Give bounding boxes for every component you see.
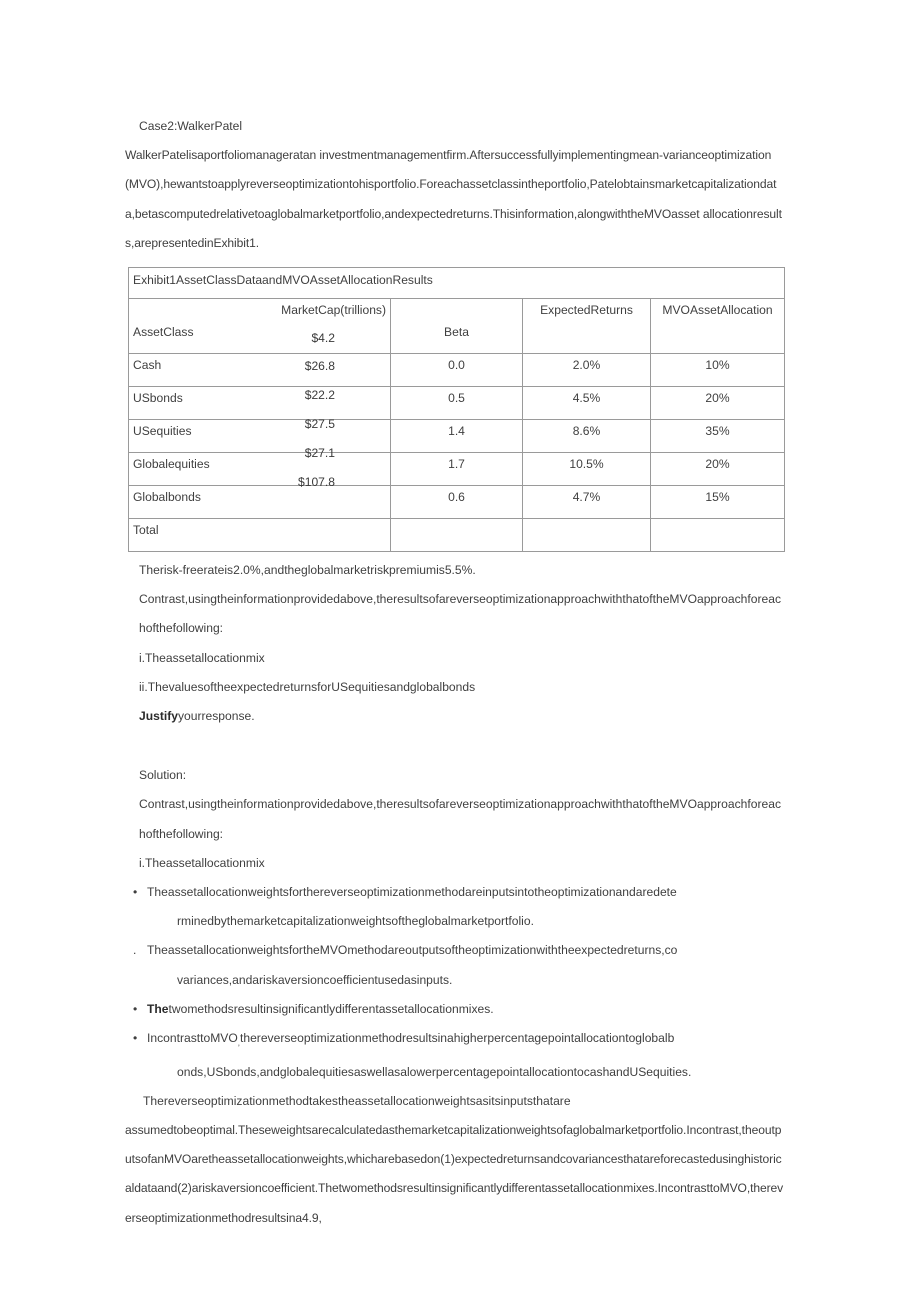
solution-label: Solution: bbox=[139, 768, 187, 783]
cell-mvo-allocation bbox=[651, 519, 785, 552]
cell-asset-class: Cash bbox=[129, 354, 391, 387]
header-asset-class: AssetClass bbox=[133, 325, 194, 340]
closing-paragraph: assumedtobeoptimal.Theseweightsarecalculatedasthemarketcapitalizationweightsofaglobalmarketportfolio.Incontrast,theoutputsofanMVOaretheassetallocationweights,whicharebasedon(1)expectedreturnsandcovariancesthatareforecastedusinghistoricaldataand(2)ariskaversioncoefficient.Thetwomethodsresultinsignificantlydifferentassetallocationmixes.IncontrasttoMVO,thereverseoptimizationmethodresultsina4.9, bbox=[125, 1123, 784, 1225]
table-row bbox=[129, 420, 785, 453]
table-row bbox=[129, 486, 785, 519]
exhibit-table-wrap bbox=[128, 267, 784, 552]
prompt-item-ii: ii.ThevaluesoftheexpectedreturnsforUSequitiesandglobalbonds bbox=[139, 679, 476, 694]
section-gap bbox=[125, 731, 785, 761]
cell-market-cap: $4.2 bbox=[311, 331, 335, 346]
cell-mvo-allocation: 15% bbox=[651, 486, 785, 519]
table-row bbox=[129, 453, 785, 486]
prompt-item-i: i.Theassetallocationmix bbox=[139, 650, 265, 665]
bullet-line-2: variances,andariskaversioncoefficientusedasinputs. bbox=[177, 972, 453, 987]
cell-beta: 1.4 bbox=[391, 420, 523, 453]
cell-expected-return: 10.5% bbox=[523, 453, 651, 486]
list-item bbox=[125, 936, 785, 994]
exhibit-table bbox=[128, 267, 785, 552]
cell-market-cap: $107.8 bbox=[298, 475, 335, 490]
prompt-paragraph: Contrast,usingtheinformationprovidedabove,theresultsofareverseoptimizationapproachwiththatoftheMVOapproachforeachofthefollowing: bbox=[139, 592, 782, 636]
cell-expected-return: 2.0% bbox=[523, 354, 651, 387]
table-row bbox=[129, 387, 785, 420]
bullet-marker-icon: • bbox=[133, 1001, 138, 1016]
header-market-cap: MarketCap(trillions) bbox=[281, 303, 386, 318]
case-title: Case2:WalkerPatel bbox=[139, 119, 243, 133]
bullet-subscript-comma: , bbox=[237, 1038, 240, 1048]
bullet-marker-icon: • bbox=[133, 1031, 138, 1046]
cell-market-cap: $27.5 bbox=[304, 417, 335, 432]
bullet-line-1 bbox=[147, 995, 785, 1024]
header-mvo-allocation: MVOAssetAllocation bbox=[662, 303, 773, 318]
bullet-text-b: thereverseoptimizationmethodresultsinahigherpercentagepointallocationtoglobalb bbox=[239, 1031, 675, 1046]
header-cell-mvo-allocation bbox=[651, 299, 785, 354]
cell-asset-class: Total bbox=[129, 519, 391, 552]
bullet-marker-icon: • bbox=[133, 885, 138, 900]
table-row-total bbox=[129, 519, 785, 552]
bullet-text-a: IncontrasttoMVO bbox=[147, 1031, 238, 1046]
cell-beta: 0.0 bbox=[391, 354, 523, 387]
justify-bold: Justify bbox=[139, 709, 178, 724]
cell-expected-return bbox=[523, 519, 651, 552]
cell-mvo-allocation: 20% bbox=[651, 453, 785, 486]
header-expected-returns: ExpectedReturns bbox=[540, 303, 633, 318]
closing-line-1: Thereverseoptimizationmethodtakestheassetallocationweightsasitsinputsthatare bbox=[143, 1093, 571, 1108]
solution-paragraph: Contrast,usingtheinformationprovidedabove,theresultsofareverseoptimizationapproachwiththatoftheMVOapproachforeachofthefollowing: bbox=[139, 797, 782, 841]
bullet-line-1-rest: twomethodsresultinsignificantlydifferentassetallocationmixes. bbox=[168, 1001, 494, 1016]
solution-item-i: i.Theassetallocationmix bbox=[139, 855, 265, 870]
justify-rest: yourresponse. bbox=[177, 709, 255, 724]
justify-line bbox=[125, 702, 785, 731]
header-cell-expected-returns bbox=[523, 299, 651, 354]
cell-beta: 0.6 bbox=[391, 486, 523, 519]
cell-mvo-allocation: 10% bbox=[651, 354, 785, 387]
cell-market-cap: $26.8 bbox=[304, 359, 335, 374]
bullet-marker-icon: . bbox=[133, 943, 137, 958]
cell-market-cap: $22.2 bbox=[304, 388, 335, 403]
header-cell-asset-class bbox=[129, 299, 391, 354]
list-item bbox=[125, 878, 785, 936]
risk-free-rate-line: Therisk-freerateis2.0%,andtheglobalmarketriskpremiumis5.5%. bbox=[139, 563, 476, 578]
exhibit-caption: Exhibit1AssetClassDataandMVOAssetAllocationResults bbox=[129, 268, 785, 299]
bullet-line-2: rminedbythemarketcapitalizationweightsoftheglobalmarketportfolio. bbox=[177, 914, 534, 929]
cell-expected-return: 4.7% bbox=[523, 486, 651, 519]
table-row bbox=[129, 354, 785, 387]
cell-beta: 0.5 bbox=[391, 387, 523, 420]
cell-asset-class: USequities bbox=[129, 420, 391, 453]
cell-expected-return: 4.5% bbox=[523, 387, 651, 420]
cell-market-cap: $27.1 bbox=[304, 446, 335, 461]
bullet-line-1: TheassetallocationweightsfortheMVOmethodareoutputsoftheoptimizationwiththeexpectedreturns,co bbox=[147, 943, 678, 958]
cell-asset-class: Globalequities bbox=[129, 453, 391, 486]
cell-beta bbox=[391, 519, 523, 552]
cell-asset-class: USbonds bbox=[129, 387, 391, 420]
list-item bbox=[125, 1024, 785, 1087]
document-content bbox=[125, 112, 785, 1233]
header-cell-beta bbox=[391, 299, 523, 354]
bullet-line-2: onds,USbonds,andglobalequitiesaswellasalowerpercentagepointallocationtocashandUSequities. bbox=[177, 1064, 692, 1079]
bullet-bold-lead: The bbox=[147, 1001, 169, 1016]
header-beta: Beta bbox=[444, 325, 469, 340]
cell-mvo-allocation: 20% bbox=[651, 387, 785, 420]
bullet-line-1 bbox=[147, 1024, 785, 1058]
cell-expected-return: 8.6% bbox=[523, 420, 651, 453]
bullet-line-1: Theassetallocationweightsforthereverseoptimizationmethodareinputsintotheoptimizationandaredete bbox=[147, 885, 677, 900]
table-header-row bbox=[129, 299, 785, 354]
intro-paragraph: WalkerPatelisaportfoliomanageratan investmentmanagementfirm.Aftersuccessfullyimplementingmean-varianceoptimization(MVO),hewantstoapplyreverseoptimizationtohisportfolio.Foreachassetclassintheportfolio,Patelobtainsmarketcapitalizationdata,betascomputedrelativetoaglobalmarketportfolio,andexpectedreturns.Thisinformation,alongwiththeMVOasset allocationresults,arepresentedinExhibit1. bbox=[125, 148, 782, 250]
cell-asset-class: Globalbonds bbox=[129, 486, 391, 519]
table-caption-row bbox=[129, 268, 785, 299]
cell-beta: 1.7 bbox=[391, 453, 523, 486]
list-item bbox=[125, 995, 785, 1024]
cell-mvo-allocation: 35% bbox=[651, 420, 785, 453]
